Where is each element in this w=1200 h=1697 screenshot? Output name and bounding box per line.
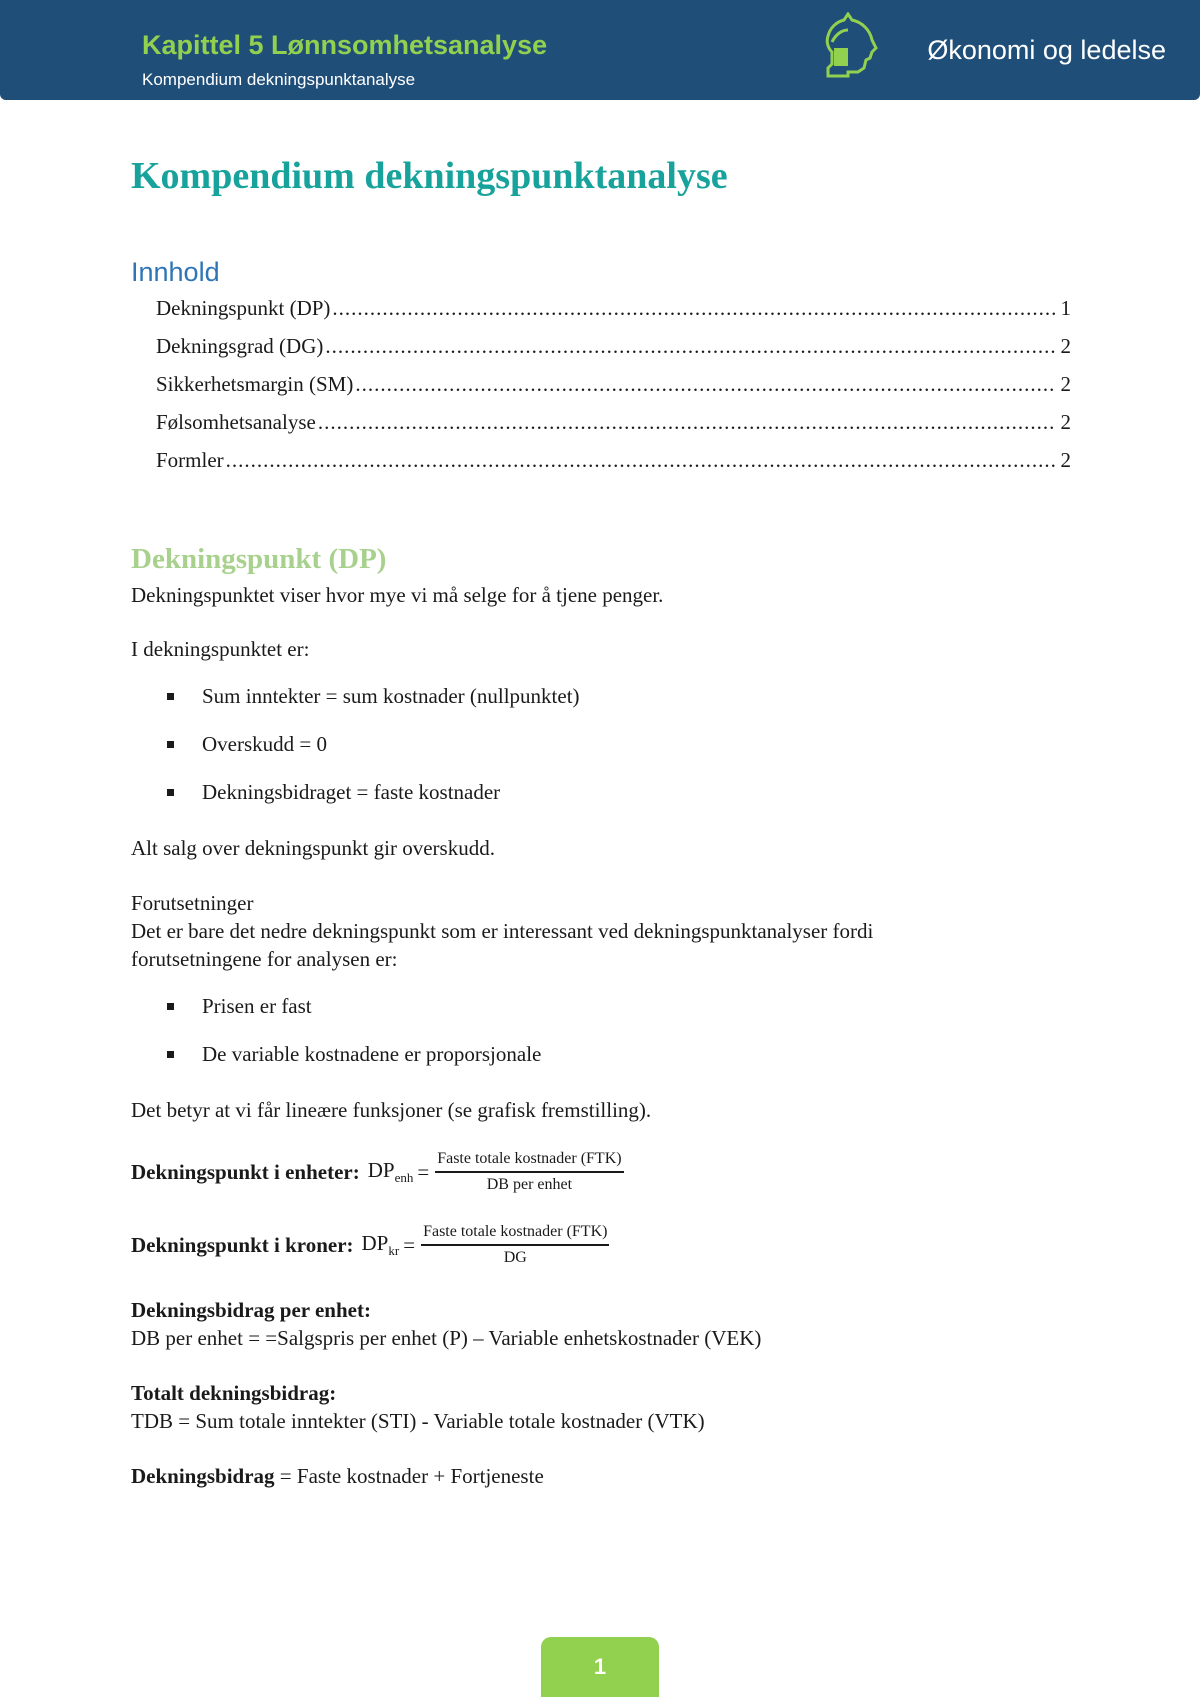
toc-item-page: 1 [1060,296,1071,320]
db-unit-label: Dekningsbidrag per enhet: [131,1298,371,1322]
toc-item-label: Formler [156,448,224,472]
bullet-square-icon [167,693,174,700]
formula-equals: = [417,1159,430,1184]
toc-item-label: Følsomhetsanalyse [156,410,316,434]
bullet-item: Sum inntekter = sum kostnader (nullpunktet) [167,683,580,710]
bullet-item: Dekningsbidraget = faste kostnader [167,779,500,806]
linear-paragraph: Det betyr at vi får lineære funksjoner (se grafisk fremstilling). [131,1098,652,1122]
bullet-item: Overskudd = 0 [167,731,327,758]
formula-numerator: Faste totale kostnader (FTK) [435,1150,623,1173]
toc-leader-dots [318,410,1055,435]
formula-dp-units [131,1150,624,1194]
formula-label: Dekningspunkt i kroner: [131,1232,354,1257]
toc-item-label: Dekningspunkt (DP) [156,296,331,320]
formula-lhs: $DP_{kr}$ [361,1230,400,1259]
toc-item[interactable] [156,296,1071,334]
toc-heading: Innhold [131,257,220,287]
formula-numerator: Faste totale kostnader (FTK) [421,1223,609,1246]
formula-label: Dekningspunkt i enheter: [131,1159,360,1184]
formula-denominator: DB per enhet [486,1176,573,1193]
brand-name: Økonomi og ledelse [927,35,1166,65]
toc-leader-dots [332,296,1055,321]
bullet-square-icon [167,789,174,796]
document-title: Kompendium dekningspunktanalyse [131,155,728,197]
formula-denominator: DG [503,1249,527,1266]
assumptions-text: forutsetningene for analysen er: [131,947,398,971]
bullet-item: De variable kostnadene er proporsjonale [167,1041,541,1068]
toc-item-label: Sikkerhetsmargin (SM) [156,372,354,396]
bullet-item: Prisen er fast [167,993,312,1020]
tdb-label: Totalt dekningsbidrag: [131,1381,337,1405]
db-definition: Dekningsbidrag = Faste kostnader + Fortjeneste [131,1464,544,1488]
section-heading: Dekningspunkt (DP) [131,543,387,575]
page-header [0,0,1200,100]
assumptions-label: Forutsetninger [131,891,254,915]
toc-leader-dots [226,448,1055,473]
bullet-square-icon [167,741,174,748]
intro-paragraph: Dekningspunktet viser hvor mye vi må selge for å tjene penger. [131,583,664,607]
formula-dp-kroner [131,1223,609,1267]
formula-fraction [421,1223,609,1267]
formula-fraction [435,1150,623,1194]
in-dp-paragraph: I dekningspunktet er: [131,637,310,661]
formula-lhs: $DP_{enh}$ [367,1157,414,1186]
tdb-text: TDB = Sum totale inntekter (STI) - Variable totale kostnader (VTK) [131,1409,705,1433]
db-unit-text: DB per enhet = =Salgspris per enhet (P) – Variable enhetskostnader (VEK) [131,1326,762,1350]
toc-item-page: 2 [1060,334,1071,358]
toc-item-page: 2 [1060,448,1071,472]
toc-item-label: Dekningsgrad (DG) [156,334,324,358]
toc-item-page: 2 [1060,372,1071,396]
toc-leader-dots [355,372,1055,397]
toc-item[interactable] [156,334,1071,372]
bullet-square-icon [167,1003,174,1010]
page-number: 1 [541,1637,659,1697]
toc-item[interactable] [156,372,1071,410]
toc-item-page: 2 [1060,410,1071,434]
header-subtitle: Kompendium dekningspunktanalyse [142,70,416,89]
table-of-contents [156,296,1071,486]
above-dp-paragraph: Alt salg over dekningspunkt gir overskudd. [131,836,495,860]
toc-item[interactable] [156,410,1071,448]
chess-knight-head-icon [818,12,882,80]
assumptions-text: Det er bare det nedre dekningspunkt som er interessant ved dekningspunktanalyser fordi [131,919,874,943]
toc-leader-dots [325,334,1055,359]
formula-equals: = [403,1232,416,1257]
toc-item[interactable] [156,448,1071,486]
bullet-square-icon [167,1051,174,1058]
chapter-title: Kapittel 5 Lønnsomhetsanalyse [142,30,548,60]
